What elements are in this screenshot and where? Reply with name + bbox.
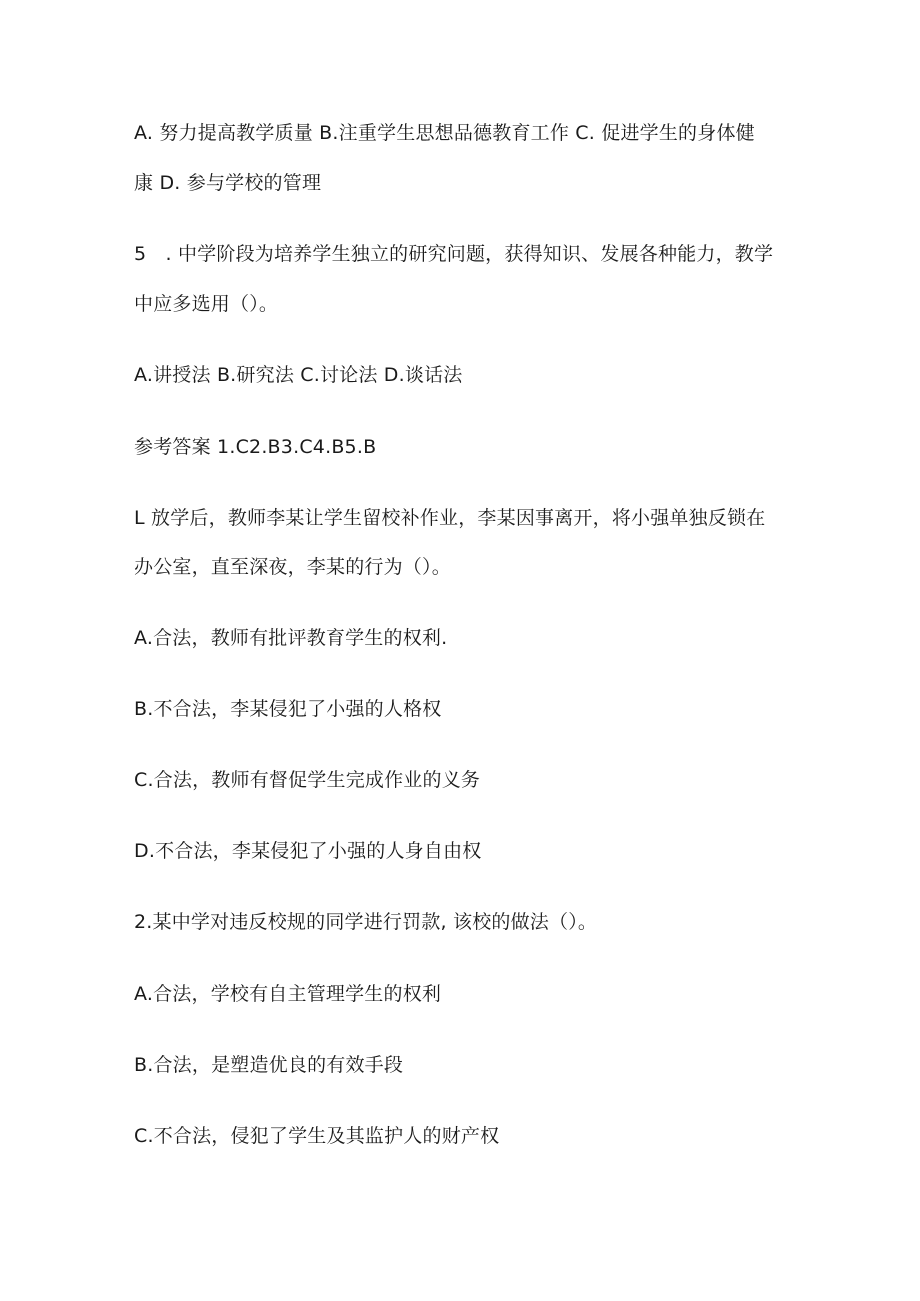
question-4-options-line-2: 康 D. 参与学校的管理 xyxy=(134,172,322,194)
question-1-option-b: B.不合法，李某侵犯了小强的人格权 xyxy=(134,698,442,720)
question-4-options-line-1: A. 努力提高教学质量 B.注重学生思想品德教育工作 C. 促进学生的身体健 xyxy=(134,122,755,144)
question-1-option-a: A.合法，教师有批评教育学生的权利. xyxy=(134,627,448,649)
question-2-option-a: A.合法，学校有自主管理学生的权利 xyxy=(134,983,442,1005)
question-5-stem-line-2: 中应多选用（）。 xyxy=(134,293,279,315)
question-5-options: A.讲授法 B.研究法 C.讨论法 D.谈话法 xyxy=(134,364,463,386)
question-2-stem: 2.某中学对违反校规的同学进行罚款, 该校的做法（）。 xyxy=(134,911,598,933)
question-1-stem-line-1: L 放学后，教师李某让学生留校补作业，李某因事离开，将小强单独反锁在 xyxy=(134,507,766,529)
question-1-stem-line-2: 办公室，直至深夜，李某的行为（）。 xyxy=(134,556,451,578)
question-2-option-c: C.不合法，侵犯了学生及其监护人的财产权 xyxy=(134,1125,500,1147)
question-1-option-c: C.合法，教师有督促学生完成作业的义务 xyxy=(134,769,481,791)
answer-key: 参考答案 1.C2.B3.C4.B5.B xyxy=(134,436,377,458)
question-5-stem-line-1: 5 . 中学阶段为培养学生独立的研究问题，获得知识、发展各种能力，教学 xyxy=(134,243,774,265)
question-2-option-b: B.合法，是塑造优良的有效手段 xyxy=(134,1054,404,1076)
question-1-option-d: D.不合法，李某侵犯了小强的人身自由权 xyxy=(134,840,482,862)
